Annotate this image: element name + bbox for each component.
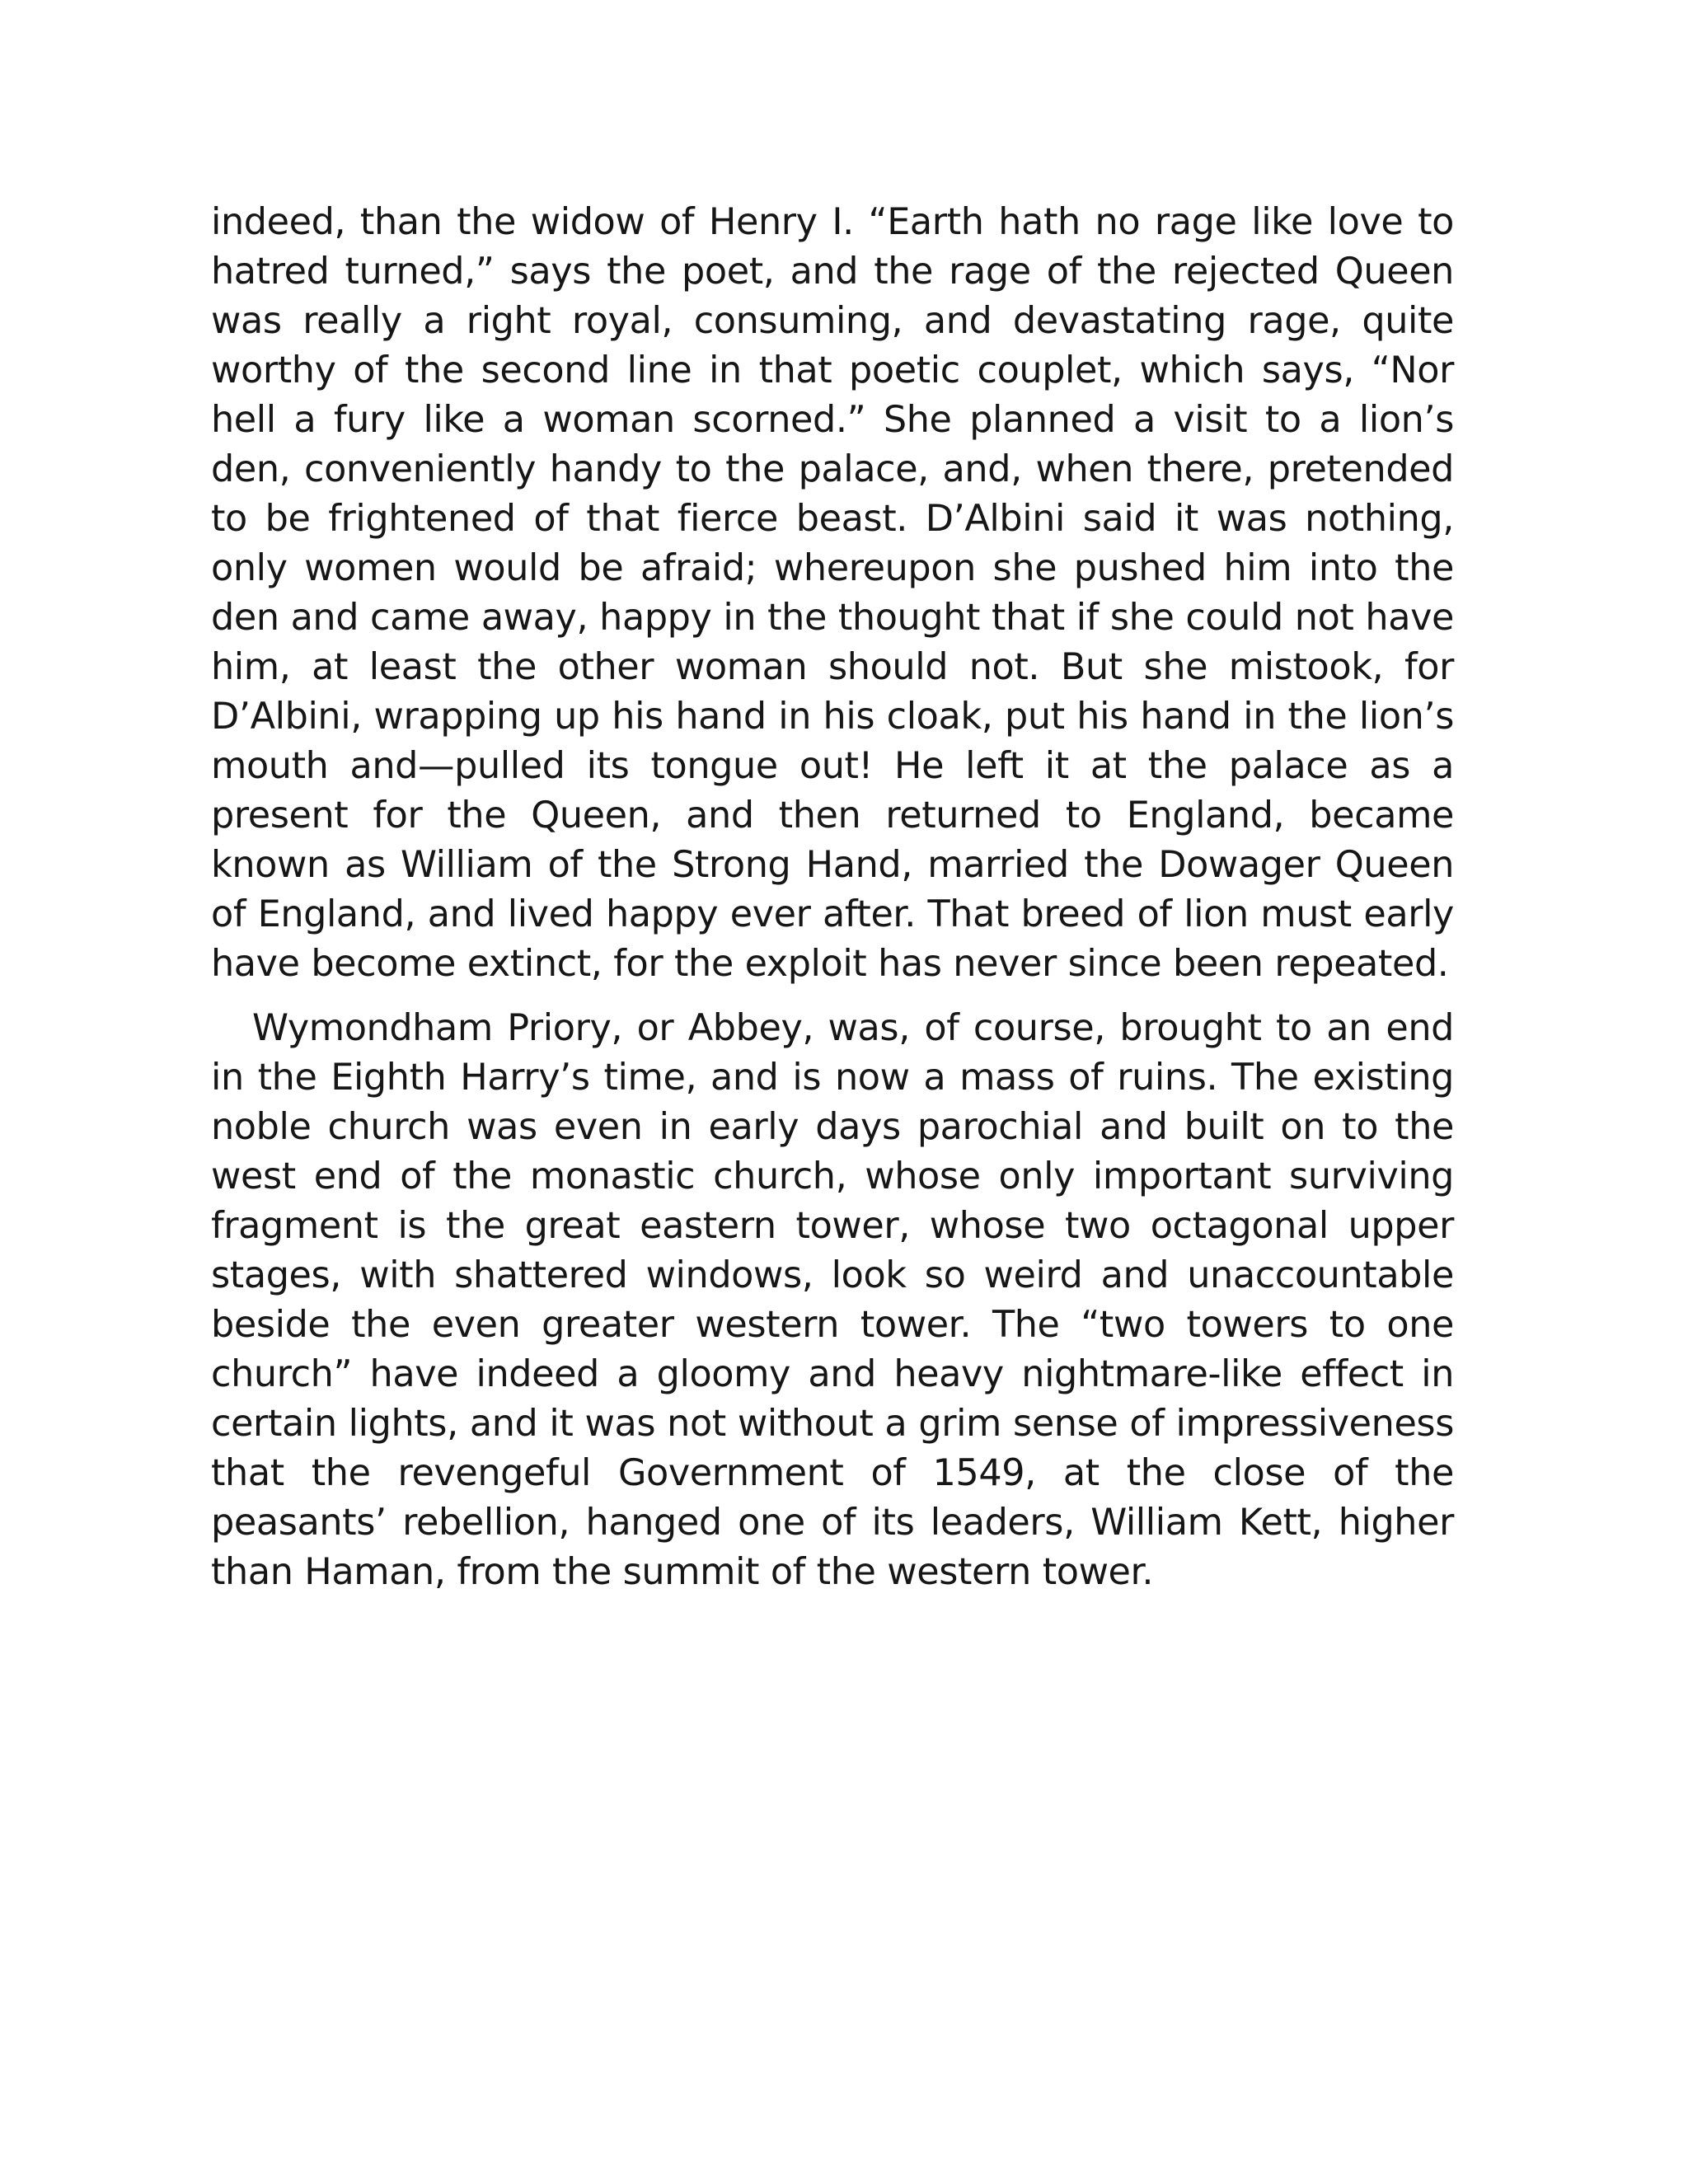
paragraph-wymondham-priory: Wymondham Priory, or Abbey, was, of course, brought to an end in the Eighth Harry’s time, and is now a mass of ruins. The existing noble church was even in early days parochial and built on to the west end of the monastic church, whose only important surviving fragment is the great eastern tower, whose two octagonal upper stages, with shattered windows, look so weird and unaccountable beside the even greater western tower. The “two towers to one church” have indeed a gloomy and heavy nightmare-like effect in certain lights, and it was not without a grim sense of impressiveness that the revengeful Government of 1549, at the close of the peasants’ rebellion, hanged one of its leaders, William Kett, higher than Haman, from the summit of the western tower. [211, 1007, 1454, 1593]
paragraph-lion-story: indeed, than the widow of Henry I. “Earth hath no rage like love to hatred turned,” says the poet, and the rage of the rejected Queen was really a right royal, consuming, and devastating rage, quite worthy of the second line in that poetic couplet, which says, “Nor hell a fury like a woman scorned.” She planned a visit to a lion’s den, conveniently handy to the palace, and, when there, pretended to be frightened of that fierce beast. D’Albini said it was nothing, only women would be afraid; whereupon she pushed him into the den and came away, happy in the thought that if she could not have him, at least the other woman should not. But she mistook, for D’Albini, wrapping up his hand in his cloak, put his hand in the lion’s mouth and—pulled its tongue out! He left it at the palace as a present for the Queen, and then returned to England, became known as William of the Strong Hand, married the Dowager Queen of England, and lived happy ever after. That breed of lion must early have become extinct, for the exploit has never since been repeated. [211, 201, 1454, 985]
page-body [211, 198, 1454, 1597]
